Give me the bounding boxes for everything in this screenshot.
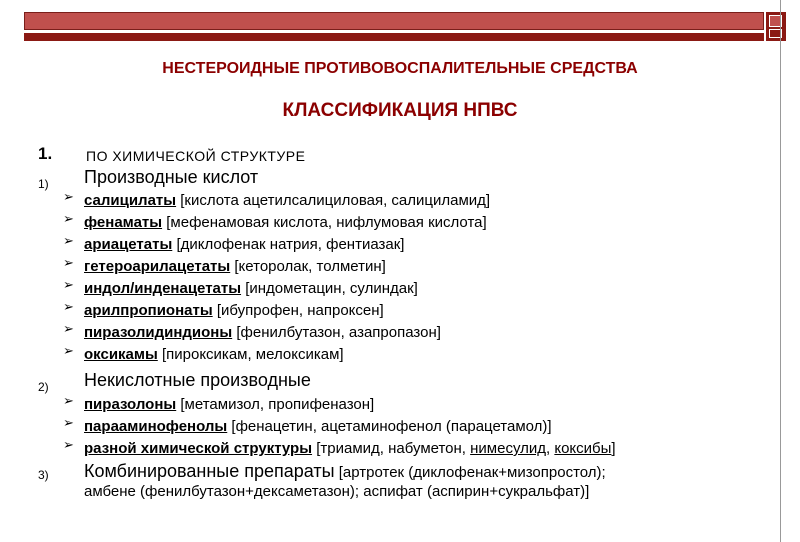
- right-decor-line: [780, 0, 781, 542]
- list-item: ➢ разной химической структуры [триамид, набуметон, нимесулид, коксибы]: [63, 437, 616, 457]
- top-decor-line: [24, 33, 764, 41]
- subsection-number: 1): [38, 177, 49, 191]
- list-item: ➢ пиразолоны [метамизол, пропифеназон]: [63, 393, 375, 413]
- bullet-icon: ➢: [63, 321, 74, 336]
- list-item: ➢ салицилаты [кислота ацетилсалициловая, салициламид]: [63, 189, 491, 209]
- bullet-icon: ➢: [63, 211, 74, 226]
- subsection-heading: Производные кислот: [84, 167, 259, 187]
- list-item: ➢ парааминофенолы [фенацетин, ацетаминофенол (парацетамол)]: [63, 415, 552, 435]
- bullet-icon: ➢: [63, 393, 74, 408]
- list-item: ➢ фенаматы [мефенамовая кислота, нифлумовая кислота]: [63, 211, 487, 231]
- list-item: ➢ арилпропионаты [ибупрофен, напроксен]: [63, 299, 384, 319]
- bullet-icon: ➢: [63, 255, 74, 270]
- combined-section: Комбинированные препараты [артротек (диклофенак+мизопростол); амбене (фенилбутазон+дексаметазон); аспифат (аспирин+сукральфат)]: [84, 461, 606, 500]
- bullet-icon: ➢: [63, 415, 74, 430]
- list-item: ➢ оксикамы [пироксикам, мелоксикам]: [63, 343, 344, 363]
- top-decor-bar: [24, 12, 764, 30]
- list-item: ➢ гетероарилацетаты [кеторолак, толметин]: [63, 255, 386, 275]
- subsection-heading: Комбинированные препараты: [84, 461, 335, 481]
- bullet-icon: ➢: [63, 299, 74, 314]
- corner-decor: [766, 12, 786, 41]
- page-subtitle: КЛАССИФИКАЦИЯ НПВС: [282, 100, 518, 121]
- list-item: ➢ пиразолидиндионы [фенилбутазон, азапропазон]: [63, 321, 441, 341]
- bullet-icon: ➢: [63, 343, 74, 358]
- section-heading: ПО ХИМИЧЕСКОЙ СТРУКТУРЕ: [86, 148, 306, 164]
- page-title: НЕСТЕРОИДНЫЕ ПРОТИВОВОСПАЛИТЕЛЬНЫЕ СРЕДСТВА: [162, 60, 638, 77]
- section-number: 1.: [38, 144, 53, 163]
- bullet-icon: ➢: [63, 437, 74, 452]
- subsection-number: 3): [38, 468, 49, 482]
- bullet-icon: ➢: [63, 277, 74, 292]
- list-item: ➢ индол/инденацетаты [индометацин, сулиндак]: [63, 277, 418, 297]
- list-item: ➢ ариацетаты [диклофенак натрия, фентиазак]: [63, 233, 405, 253]
- bullet-icon: ➢: [63, 189, 74, 204]
- bullet-icon: ➢: [63, 233, 74, 248]
- subsection-number: 2): [38, 380, 49, 394]
- subsection-heading: Некислотные производные: [84, 370, 311, 390]
